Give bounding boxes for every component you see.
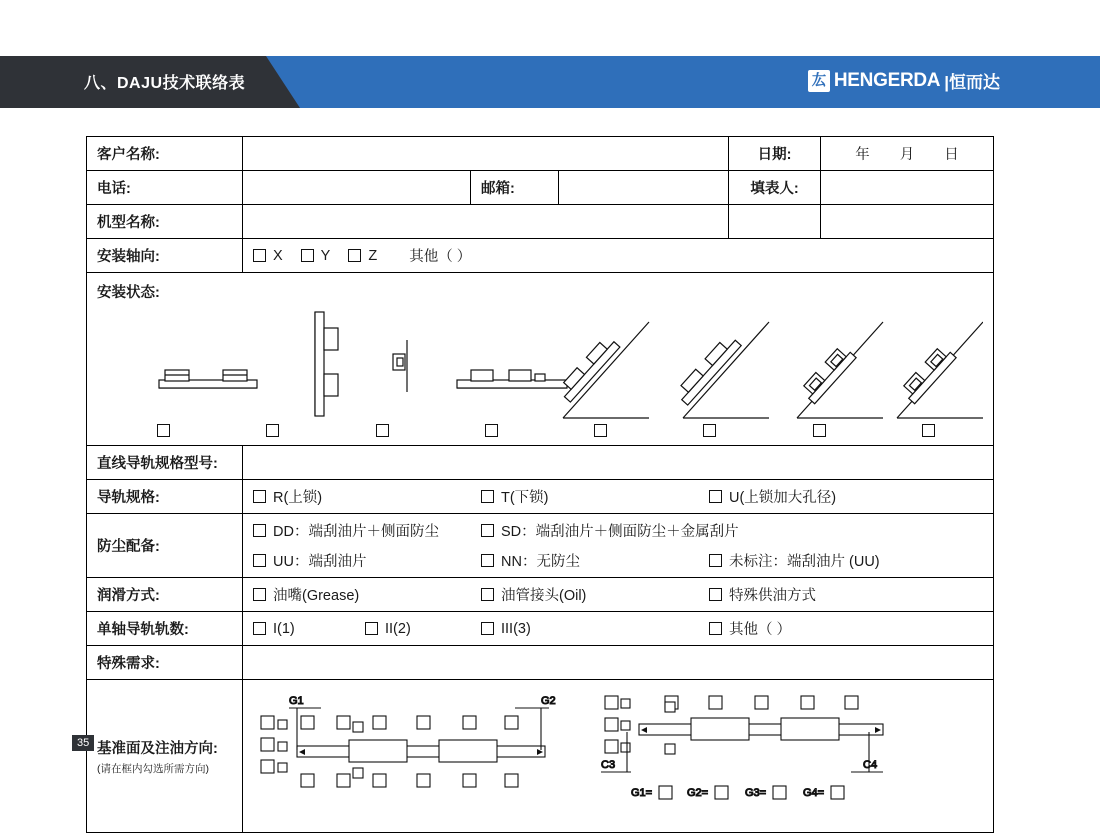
- brand-mark-icon: 厷: [808, 70, 830, 92]
- lubrication-label: 润滑方式:: [87, 578, 243, 611]
- checkbox-icon[interactable]: [481, 622, 494, 635]
- form-row-customer: [87, 137, 993, 171]
- svg-text:C4: C4: [863, 759, 878, 771]
- form-row-rail-count: [87, 612, 993, 646]
- form-row-datum: [87, 680, 993, 832]
- rail-count-options: [243, 612, 1019, 645]
- axis-option-other-label[interactable]: 其他（ ）: [409, 249, 472, 265]
- install-status-checkbox-row: [97, 424, 983, 437]
- install-status-option-2[interactable]: [218, 424, 327, 437]
- svg-text:G2=: G2=: [687, 787, 709, 799]
- checkbox-icon[interactable]: [376, 424, 389, 437]
- checkbox-icon[interactable]: [709, 554, 722, 567]
- lubrication-option-oil-label: 油管接头(Oil): [501, 588, 587, 604]
- svg-text:G1=: G1=: [631, 787, 653, 799]
- axis-option-y[interactable]: [301, 248, 331, 264]
- lubrication-option-special-label: 特殊供油方式: [729, 588, 816, 604]
- datum-label: 基准面及注油方向:: [97, 740, 218, 757]
- dust-option-uu-label: UU：端刮油片: [273, 554, 367, 570]
- checkbox-icon[interactable]: [481, 490, 494, 503]
- checkbox-icon[interactable]: [481, 554, 494, 567]
- svg-text:G2: G2: [541, 695, 556, 707]
- svg-text:G1: G1: [289, 695, 304, 707]
- axis-option-z-label: Z: [368, 247, 378, 264]
- rail-count-option-other[interactable]: [709, 618, 1009, 639]
- dust-label: 防尘配备:: [87, 514, 243, 577]
- rail-spec-option-r[interactable]: [253, 486, 481, 507]
- rail-count-option-3[interactable]: [481, 621, 709, 637]
- dust-options-line-2: [253, 550, 1009, 571]
- checkbox-icon[interactable]: [709, 490, 722, 503]
- axis-option-x-label: X: [273, 247, 283, 264]
- datum-direction-diagram[interactable]: [249, 686, 987, 826]
- date-year-label: 年: [855, 147, 870, 163]
- form-row-rail-spec: [87, 480, 993, 514]
- date-input[interactable]: [821, 137, 993, 170]
- checkbox-icon[interactable]: [365, 622, 378, 635]
- rail-count-option-3-label: III(3): [501, 620, 531, 637]
- axis-options: [243, 239, 993, 272]
- axis-option-y-label: Y: [320, 247, 331, 264]
- dust-option-unmarked-label: 未标注：端刮油片 (UU): [729, 554, 880, 570]
- install-status-option-1[interactable]: [109, 424, 218, 437]
- checkbox-icon[interactable]: [253, 249, 266, 262]
- page-title: 八、DAJU技术联络表: [84, 75, 246, 92]
- email-input[interactable]: [559, 171, 729, 204]
- model-extra-cell-b[interactable]: [821, 205, 993, 238]
- dust-option-nn-label: NN：无防尘: [501, 554, 580, 570]
- rail-spec-option-t[interactable]: [481, 486, 709, 507]
- checkbox-icon[interactable]: [301, 249, 314, 262]
- axis-option-x[interactable]: [253, 248, 283, 264]
- rail-spec-option-t-label: T(下锁): [501, 490, 549, 506]
- email-label: 邮箱:: [471, 171, 559, 204]
- lubrication-options: [243, 578, 1019, 611]
- checkbox-icon[interactable]: [253, 524, 266, 537]
- dust-option-dd-label: DD：端刮油片＋侧面防尘: [273, 524, 439, 540]
- rail-spec-option-u-label: U(上锁加大孔径): [729, 490, 837, 506]
- checkbox-icon[interactable]: [703, 424, 716, 437]
- install-status-cell: [87, 273, 993, 445]
- install-status-option-4[interactable]: [437, 424, 546, 437]
- rail-model-input[interactable]: [243, 446, 993, 479]
- axis-option-z[interactable]: [348, 248, 377, 264]
- checkbox-icon[interactable]: [253, 490, 266, 503]
- model-name-input[interactable]: [243, 205, 729, 238]
- rail-spec-option-r-label: R(上锁): [273, 490, 323, 506]
- svg-text:G4=: G4=: [803, 787, 825, 799]
- rail-count-option-1-label: I(1): [273, 620, 295, 637]
- form-row-lubrication: [87, 578, 993, 612]
- checkbox-icon[interactable]: [253, 622, 266, 635]
- datum-diagram-cell[interactable]: [243, 680, 993, 832]
- filler-input[interactable]: [821, 171, 993, 204]
- checkbox-icon[interactable]: [594, 424, 607, 437]
- brand-name: HENGERDA: [833, 69, 941, 91]
- date-label: 日期:: [729, 137, 821, 170]
- model-name-label: 机型名称:: [87, 205, 243, 238]
- checkbox-icon[interactable]: [266, 424, 279, 437]
- dust-options: [243, 514, 1019, 577]
- customer-name-label: 客户名称:: [87, 137, 243, 170]
- datum-sublabel: (请在框内勾选所需方向): [97, 762, 209, 775]
- form-row-rail-model: [87, 446, 993, 480]
- model-extra-cell-a[interactable]: [729, 205, 821, 238]
- install-status-label: 安装状态:: [97, 285, 160, 301]
- checkbox-icon[interactable]: [348, 249, 361, 262]
- technical-contact-form: [86, 136, 994, 833]
- checkbox-icon[interactable]: [253, 554, 266, 567]
- install-status-option-8[interactable]: [874, 424, 983, 437]
- phone-label: 电话:: [87, 171, 243, 204]
- mounting-orientation-diagrams: [97, 304, 983, 422]
- datum-label-cell: [87, 680, 243, 832]
- checkbox-icon[interactable]: [709, 622, 722, 635]
- page-header: [0, 56, 1100, 108]
- rail-count-option-other-label: 其他（ ）: [729, 622, 792, 638]
- customer-name-input[interactable]: [243, 137, 729, 170]
- install-status-option-7[interactable]: [765, 424, 874, 437]
- install-status-option-6[interactable]: [655, 424, 764, 437]
- checkbox-icon[interactable]: [157, 424, 170, 437]
- svg-text:C3: C3: [601, 759, 616, 771]
- checkbox-icon[interactable]: [922, 424, 935, 437]
- rail-count-option-1[interactable]: [253, 621, 365, 637]
- special-label: 特殊需求:: [87, 646, 243, 679]
- form-row-contact: [87, 171, 993, 205]
- page-number: 35: [72, 735, 94, 751]
- form-row-model: [87, 205, 993, 239]
- form-row-dust: [87, 514, 993, 578]
- checkbox-icon[interactable]: [253, 588, 266, 601]
- date-day-label: 日: [944, 147, 959, 163]
- brand-name-cn: |恒而达: [944, 73, 1000, 92]
- lubrication-option-special[interactable]: [709, 584, 1009, 605]
- rail-count-option-2-label: II(2): [385, 620, 411, 637]
- rail-spec-options: [243, 480, 1019, 513]
- rail-count-option-2[interactable]: [365, 621, 481, 637]
- checkbox-icon[interactable]: [481, 588, 494, 601]
- brand-logo: [808, 68, 1000, 93]
- dust-option-uu[interactable]: [253, 550, 481, 571]
- rail-spec-label: 导轨规格:: [87, 480, 243, 513]
- dust-option-sd-label: SD：端刮油片＋侧面防尘＋金属刮片: [501, 524, 739, 540]
- dust-option-dd[interactable]: [253, 520, 481, 541]
- rail-model-label: 直线导轨规格型号:: [87, 446, 243, 479]
- dust-option-sd[interactable]: [481, 520, 781, 541]
- phone-input[interactable]: [243, 171, 471, 204]
- install-status-figures: [97, 304, 983, 422]
- special-input[interactable]: [243, 646, 993, 679]
- checkbox-icon[interactable]: [813, 424, 826, 437]
- checkbox-icon[interactable]: [485, 424, 498, 437]
- rail-count-label: 单轴导轨轨数:: [87, 612, 243, 645]
- form-row-axis: [87, 239, 993, 273]
- lubrication-option-grease[interactable]: [253, 584, 481, 605]
- lubrication-option-oil[interactable]: [481, 584, 709, 605]
- checkbox-icon[interactable]: [709, 588, 722, 601]
- rail-spec-option-u[interactable]: [709, 486, 1009, 507]
- checkbox-icon[interactable]: [481, 524, 494, 537]
- lubrication-option-grease-label: 油嘴(Grease): [273, 588, 360, 604]
- form-row-special: [87, 646, 993, 680]
- filler-label: 填表人:: [729, 171, 821, 204]
- install-status-option-3[interactable]: [328, 424, 437, 437]
- date-month-label: 月: [899, 147, 915, 163]
- install-status-option-5[interactable]: [546, 424, 655, 437]
- axis-label: 安装轴向:: [87, 239, 243, 272]
- dust-option-unmarked[interactable]: [709, 550, 1009, 571]
- svg-text:G3=: G3=: [745, 787, 767, 799]
- form-row-install-status: [87, 273, 993, 446]
- dust-option-nn[interactable]: [481, 550, 709, 571]
- dust-options-line-1: [253, 520, 1009, 541]
